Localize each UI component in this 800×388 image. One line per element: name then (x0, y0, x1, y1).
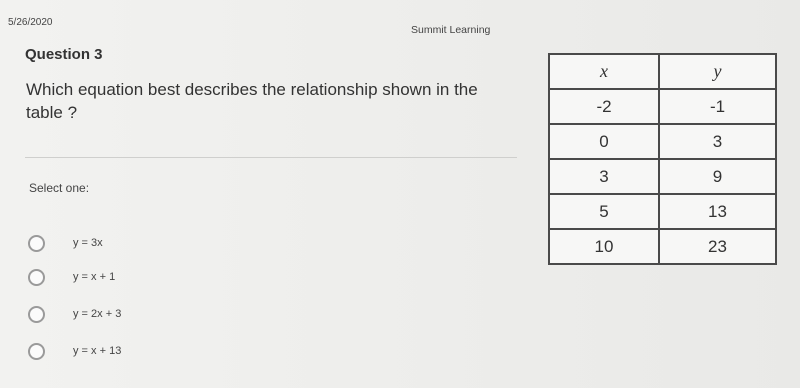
y-cell: 9 (659, 159, 776, 194)
radio-button-icon[interactable] (28, 343, 45, 360)
radio-button-icon[interactable] (28, 306, 45, 323)
divider (25, 157, 517, 158)
answer-label[interactable]: y = 3x (73, 237, 103, 249)
y-cell: 13 (659, 194, 776, 229)
answer-option-2[interactable] (28, 265, 115, 289)
answer-label[interactable]: y = 2x + 3 (73, 308, 122, 320)
answer-option-3[interactable] (28, 302, 121, 326)
table-row (549, 194, 776, 229)
answer-option-1[interactable] (28, 231, 103, 255)
answer-label[interactable]: y = x + 1 (73, 271, 116, 283)
table-row (549, 89, 776, 124)
answer-label[interactable]: y = x + 13 (73, 345, 122, 357)
column-header-y: y (659, 54, 776, 89)
x-cell: 10 (549, 229, 659, 264)
site-brand: Summit Learning (411, 24, 491, 36)
x-cell: -2 (549, 89, 659, 124)
y-cell: 3 (659, 124, 776, 159)
table-row (549, 229, 776, 264)
x-cell: 0 (549, 124, 659, 159)
radio-button-icon[interactable] (28, 235, 45, 252)
x-cell: 5 (549, 194, 659, 229)
y-cell: -1 (659, 89, 776, 124)
question-text: Which equation best describes the relationship shown in the table ? (26, 80, 478, 122)
x-cell: 3 (549, 159, 659, 194)
column-header-x: x (549, 54, 659, 89)
print-date: 5/26/2020 (8, 17, 53, 28)
radio-button-icon[interactable] (28, 269, 45, 286)
question-number: Question 3 (25, 46, 103, 63)
table-header-row (549, 54, 776, 89)
table-row (549, 124, 776, 159)
xy-table (548, 53, 777, 265)
y-cell: 23 (659, 229, 776, 264)
select-one-label: Select one: (29, 181, 90, 195)
answer-option-4[interactable] (28, 339, 121, 363)
table-row (549, 159, 776, 194)
